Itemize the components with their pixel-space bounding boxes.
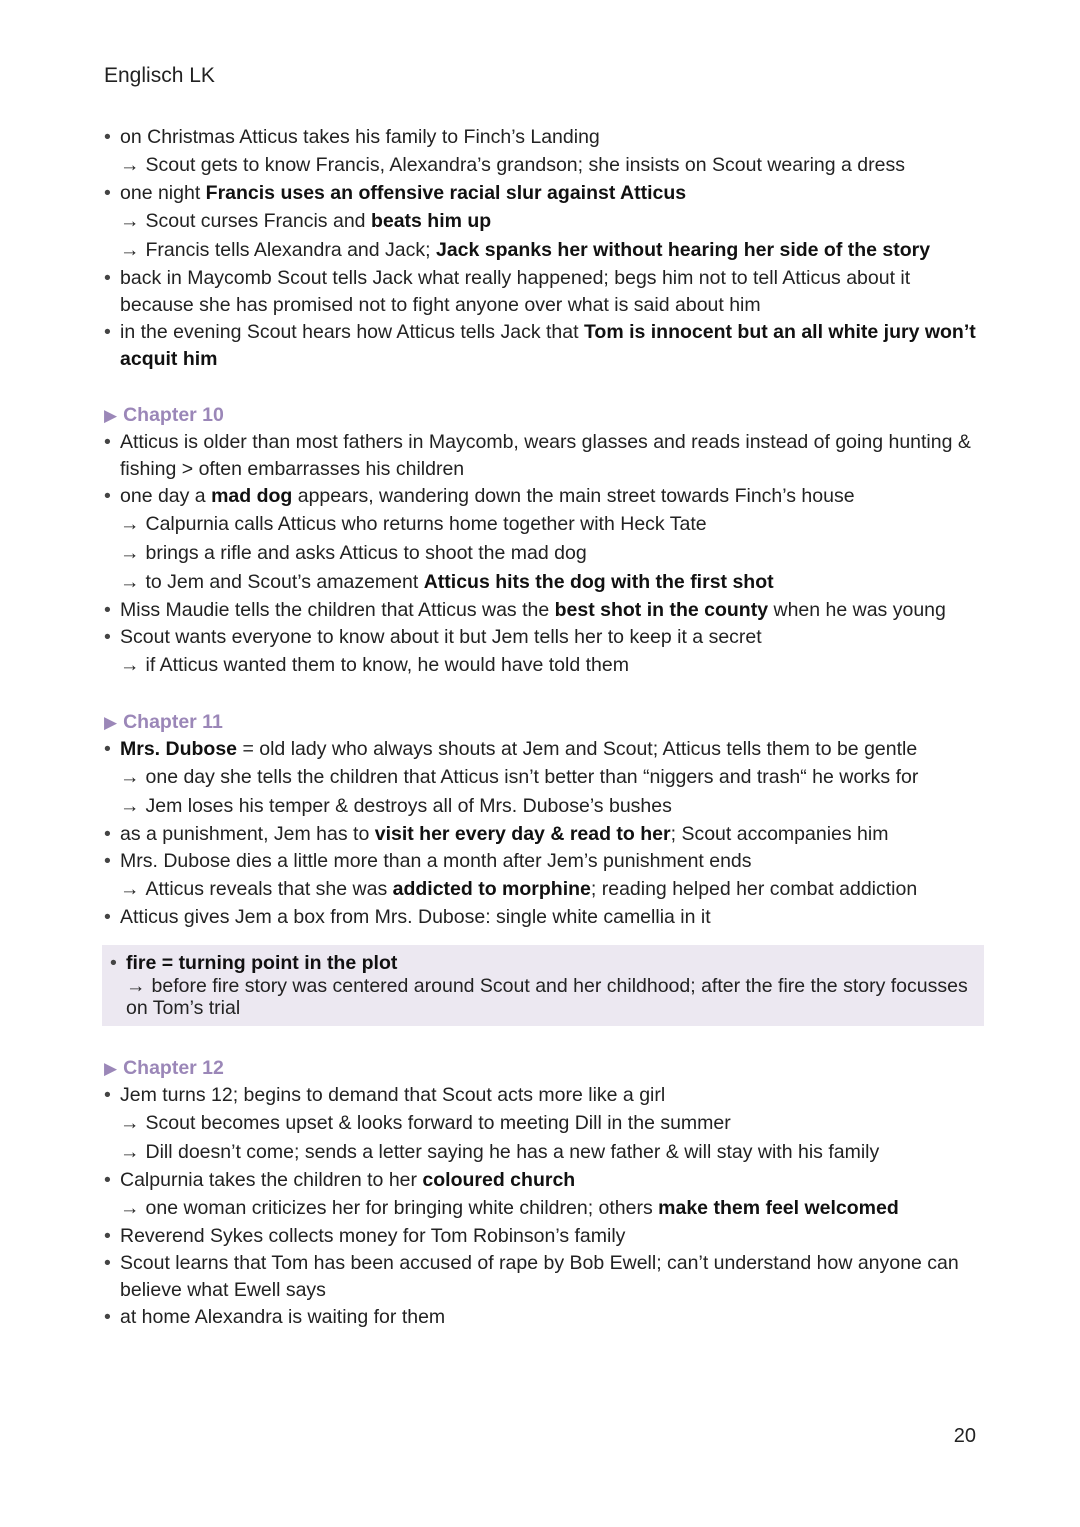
arrow-icon: →	[120, 766, 140, 788]
list-item: • fire = turning point in the plot	[110, 951, 976, 975]
list-item: • at home Alexandra is waiting for them	[104, 1304, 984, 1331]
arrow-icon: →	[120, 154, 140, 176]
arrow-icon: →	[120, 1112, 140, 1134]
sub-item: → Jem loses his temper & destroys all of Mrs. Dubose’s bushes	[120, 795, 672, 817]
arrow-icon: →	[120, 571, 140, 593]
triangle-icon: ▶	[104, 406, 118, 425]
arrow-icon: →	[120, 795, 140, 817]
sub-item: → before fire story was centered around Scout and her childhood; after the fire the story focusses on Tom’s trial	[126, 975, 968, 1019]
sub-item: → brings a rifle and asks Atticus to shoot the mad dog	[120, 542, 587, 564]
arrow-icon: →	[120, 654, 140, 676]
sub-item: → to Jem and Scout’s amazement Atticus hits the dog with the first shot	[120, 571, 774, 593]
sub-item: → Atticus reveals that she was addicted to morphine; reading helped her combat addiction	[120, 878, 918, 900]
triangle-icon: ▶	[104, 1059, 118, 1078]
list-item: • as a punishment, Jem has to visit her every day & read to her; Scout accompanies him	[104, 821, 984, 848]
highlight-box	[102, 945, 984, 1026]
arrow-icon: →	[120, 542, 140, 564]
list-item: • Miss Maudie tells the children that Atticus was the best shot in the county when he was young	[104, 597, 984, 624]
list-item: • Scout learns that Tom has been accused of rape by Bob Ewell; can’t understand how anyone can believe what Ewell says	[104, 1250, 984, 1304]
page-header: Englisch LK	[104, 64, 215, 87]
list-item: • Calpurnia takes the children to her coloured church	[104, 1167, 984, 1194]
list-item: • Jem turns 12; begins to demand that Scout acts more like a girl	[104, 1082, 984, 1109]
sub-item: → Scout curses Francis and beats him up	[120, 210, 492, 232]
page-content	[104, 124, 984, 1331]
list-item: • back in Maycomb Scout tells Jack what really happened; begs him not to tell Atticus about it because she has promised not to fight anyone over what is said about him	[104, 265, 984, 319]
list-item: • Mrs. Dubose = old lady who always shouts at Jem and Scout; Atticus tells them to be gentle	[104, 736, 984, 763]
sub-item: → Scout becomes upset & looks forward to meeting Dill in the summer	[120, 1112, 731, 1134]
arrow-icon: →	[126, 975, 146, 997]
arrow-icon: →	[120, 1197, 140, 1219]
arrow-icon: →	[120, 210, 140, 232]
list-item: • Reverend Sykes collects money for Tom Robinson’s family	[104, 1223, 984, 1250]
list-item: • Atticus gives Jem a box from Mrs. Dubose: single white camellia in it	[104, 904, 984, 931]
list-item: • Scout wants everyone to know about it but Jem tells her to keep it a secret	[104, 624, 984, 651]
arrow-icon: →	[120, 513, 140, 535]
sub-item: → one woman criticizes her for bringing white children; others make them feel welcomed	[120, 1197, 899, 1219]
page-number: 20	[953, 1425, 976, 1447]
chapter-heading: ▶ Chapter 10	[104, 404, 224, 426]
list-item: • Atticus is older than most fathers in Maycomb, wears glasses and reads instead of going hunting & fishing > often embarrasses his children	[104, 429, 984, 483]
list-item: • one day a mad dog appears, wandering down the main street towards Finch’s house	[104, 483, 984, 510]
sub-item: → one day she tells the children that Atticus isn’t better than “niggers and trash“ he works for	[120, 766, 919, 788]
sub-item: → Calpurnia calls Atticus who returns home together with Heck Tate	[120, 513, 707, 535]
sub-item: → Scout gets to know Francis, Alexandra’s grandson; she insists on Scout wearing a dress	[120, 154, 905, 176]
triangle-icon: ▶	[104, 713, 118, 732]
list-item: • on Christmas Atticus takes his family to Finch’s Landing	[104, 124, 984, 151]
arrow-icon: →	[120, 878, 140, 900]
sub-item: → if Atticus wanted them to know, he would have told them	[120, 654, 629, 676]
list-item: • one night Francis uses an offensive racial slur against Atticus	[104, 180, 984, 207]
list-item: • in the evening Scout hears how Atticus tells Jack that Tom is innocent but an all white jury won’t acquit him	[104, 319, 984, 373]
arrow-icon: →	[120, 239, 140, 261]
list-item: • Mrs. Dubose dies a little more than a month after Jem’s punishment ends	[104, 848, 984, 875]
sub-item: → Dill doesn’t come; sends a letter saying he has a new father & will stay with his family	[120, 1141, 880, 1163]
chapter-heading: ▶ Chapter 11	[104, 711, 223, 733]
sub-item: → Francis tells Alexandra and Jack; Jack spanks her without hearing her side of the story	[120, 239, 931, 261]
arrow-icon: →	[120, 1141, 140, 1163]
chapter-heading: ▶ Chapter 12	[104, 1057, 224, 1079]
